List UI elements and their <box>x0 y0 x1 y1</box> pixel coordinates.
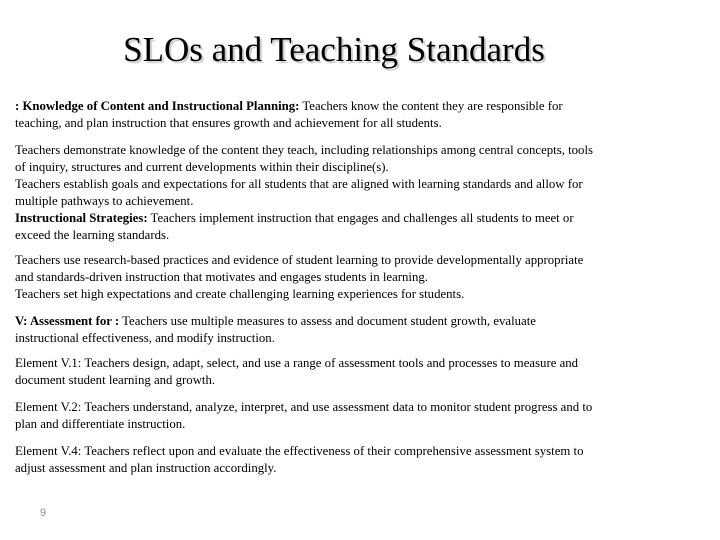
paragraph-line: Element V.1: Teachers design, adapt, select, and use a range of assessment tools and processes to measure and <box>15 356 579 370</box>
paragraph-line: Teachers set high expectations and create challenging learning experiences for students. <box>15 287 465 301</box>
standard-heading: V: Assessment for : <box>15 314 120 328</box>
paragraph-line: Teachers establish goals and expectations for all students that are aligned with learning standards and allow for <box>15 177 583 191</box>
paragraph-line <box>15 98 655 115</box>
paragraph-line: and standards-driven instruction that motivates and engages students in learning. <box>15 270 428 284</box>
paragraph-text: Teachers implement instruction that engages and challenges all students to meet or <box>147 211 574 225</box>
paragraph-line: Teachers demonstrate knowledge of the content they teach, including relationships among central concepts, tools <box>15 143 593 157</box>
standard-heading: : Knowledge of Content and Instructional Planning: <box>15 99 300 113</box>
paragraph-line: Element V.4: Teachers reflect upon and evaluate the effectiveness of their comprehensive assessment system to <box>15 444 584 458</box>
element-v4-paragraph <box>15 443 655 477</box>
paragraph-line: Teachers use research-based practices and evidence of student learning to provide developmentally appropriate <box>15 253 584 267</box>
paragraph-text: Teachers know the content they are responsible for <box>299 99 563 113</box>
paragraph-line: of inquiry, structures and current developments within their discipline(s). <box>15 160 389 174</box>
page-number: 9 <box>40 507 47 519</box>
paragraph-line <box>15 210 655 227</box>
paragraph-line <box>15 313 655 330</box>
slide-title: SLOs and Teaching Standards <box>123 30 545 69</box>
knowledge-elements-paragraph <box>15 142 655 244</box>
paragraph-line: adjust assessment and plan instruction accordingly. <box>15 461 277 475</box>
element-v2-paragraph <box>15 399 655 433</box>
paragraph-line: teaching, and plan instruction that ensures growth and achievement for all students. <box>15 116 442 130</box>
standard-heading: Instructional Strategies: <box>15 211 148 225</box>
paragraph-line: Element V.2: Teachers understand, analyze, interpret, and use assessment data to monitor student progress and to <box>15 400 593 414</box>
paragraph-line: exceed the learning standards. <box>15 228 170 242</box>
paragraph-line: instructional effectiveness, and modify instruction. <box>15 331 275 345</box>
paragraph-line: document student learning and growth. <box>15 373 216 387</box>
assessment-standard-paragraph <box>15 313 655 347</box>
paragraph-text: Teachers use multiple measures to assess and document student growth, evaluate <box>119 314 536 328</box>
instructional-practices-paragraph <box>15 252 655 303</box>
element-v1-paragraph <box>15 355 655 389</box>
paragraph-line: multiple pathways to achievement. <box>15 194 194 208</box>
standard-knowledge-paragraph <box>15 98 655 132</box>
paragraph-line: plan and differentiate instruction. <box>15 417 186 431</box>
